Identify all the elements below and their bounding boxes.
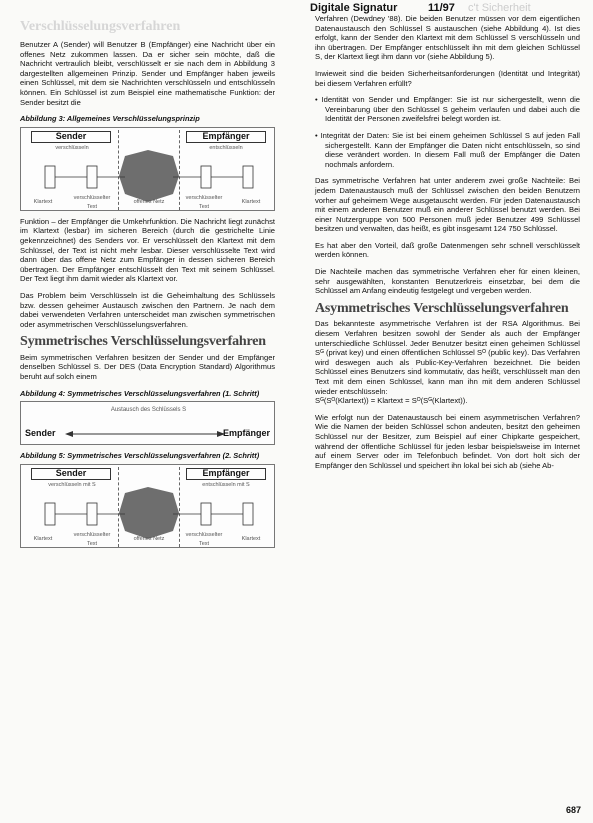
paragraph-r4: Es hat aber den Vorteil, daß große Datenmengen sehr schnell verschlüsselt werden können. <box>315 240 580 260</box>
figure3-sender: Sender <box>31 131 111 143</box>
paragraph-r5: Die Nachteile machen das symmetrische Verfahren eher für einen kleinen, sehr ausgewählten, konstanten Benutzerkreis einsetzbar, bei dem die Schlüssel am Anfang eindeutig festgelegt und vergeben werden. <box>315 267 580 296</box>
right-column <box>315 14 580 477</box>
figure3-cipher1: verschlüsselter Text <box>73 194 111 211</box>
paragraph-4: Beim symmetrischen Verfahren besitzen der Sender und der Empfänger denselben Schlüssel S. Der DES (Data Encryption Standard) Algorithmus beruht auf solch einem <box>20 352 275 382</box>
list-item-identity: • Identität von Sender und Empfänger: Sie ist nur sichergestellt, wenn die Vereinbarung über den Schlüssel S geheim verlaufen und dabei auch die Identität der Personen zweifelsfrei belegt worden ist. <box>315 95 580 124</box>
figure5-cipher2: verschlüsselter Text <box>185 531 223 548</box>
paragraph-3: Das Problem beim Verschlüsseln ist die Geheimhaltung des Schlüssels bzw. dessen geheimer Austausch zwischen den Partnern. Je nach dem dabei verwendeten Verfahren unterscheidet man zwischen symmetrischen oder asymmetrischen Verschlüsselungsverfahren. <box>20 290 275 329</box>
figure3-caption: Abbildung 3: Allgemeines Verschlüsselungsprinzip <box>20 114 200 124</box>
figure5-diagram <box>20 464 275 548</box>
paragraph-r2: Inwieweit sind die beiden Sicherheitsanforderungen (Identität und Integrität) bei diesem Verfahren erfüllt? <box>315 68 580 88</box>
figure5-sender: Sender <box>31 468 111 480</box>
figure4-arrow <box>21 402 276 446</box>
faded-header-logo: c't Sicherheit <box>468 2 531 14</box>
figure4-caption: Abbildung 4: Symmetrisches Verschlüsselungsverfahren (1. Schritt) <box>20 388 260 398</box>
figure3-clear2: Klartext <box>241 198 261 205</box>
magazine-title: Digitale Signatur <box>310 2 398 14</box>
figure5-open-net: offenes Netz <box>133 535 165 542</box>
figure3-clear1: Klartext <box>33 198 53 205</box>
figure3-open-net: offenes Netz <box>133 198 165 205</box>
figure5-cipher1: verschlüsselter Text <box>73 531 111 548</box>
figure5-decrypt-label: entschlüsseln mit S <box>202 481 250 488</box>
figure3-diagram <box>20 127 275 211</box>
figure3-decrypt-label: entschlüsseln <box>209 144 243 151</box>
paragraph-intro: Benutzer A (Sender) will Benutzer B (Empfänger) eine Nachricht über ein offenes Netz zukommen lassen. Da er sicher sein möchte, daß die Nachricht vertraulich bleibt, verschlüsselt er sie nach dem in Abbildung 3 dargestellten allgemeinen Prinzip. Sender und Empfänger haben jeweils einen Schlüssel, mit dem sie Nachrichten verschlüsseln und entschlüsseln können. Ein Schlüssel ist zum Beispiel eine mathematische Funktion: der Sender besitzt die <box>20 40 275 107</box>
figure5-receiver: Empfänger <box>186 468 266 480</box>
issue-number: 11/97 <box>428 2 455 14</box>
figure3-encrypt-label: verschlüsseln <box>55 144 89 151</box>
figure4-receiver: Empfänger <box>222 428 270 439</box>
section-heading-symmetric: Symmetrisches Verschlüsselungsverfahren <box>20 334 266 350</box>
paragraph-r1: Verfahren (Dewdney '88). Die beiden Benutzer müssen vor dem eigentlichen Datenaustausch den Schlüssel S austauschen (siehe Abbildung 4). Ist dies erfolgt, kann der Sender den Klartext mit dem Schlüssel S verschlüsseln und ihn übertragen. Der Empfänger entschlüsselt ihn mit dem gleichen Schlüssel S, der Klartext liegt ihm dann vor (siehe Abbildung 5). <box>315 14 580 62</box>
figure4-exchange-label: Austausch des Schlüssels S <box>110 407 187 414</box>
paragraph-r6: Das bekannteste asymmetrische Verfahren ist der RSA Algorithmus. Bei diesem Verfahren besitzen sowohl der Sender als auch der Empfänger unterschiedliche Schlüssel. Jeder Benutzer besitzt einen geheimen Schlüssel Sᴳ (privat key) und einen öffentlichen Schlüssel Sᴼ (public key). Das Verfahren wird deswegen auch als Public-Key-Verfahren bezeichnet. Die beiden Schlüssel eines Benutzers sind kommutativ, das heißt, verschlüsselt man den Text mit dem einen Schlüssel, kann man ihn mit dem anderen Schlüssel wieder entschlüsseln: <box>315 319 580 396</box>
figure3-receiver: Empfänger <box>186 131 266 143</box>
page-number: 687 <box>565 805 581 815</box>
figure5-caption: Abbildung 5: Symmetrisches Verschlüsselungsverfahren (2. Schritt) <box>20 451 260 461</box>
figure4-diagram <box>20 401 275 445</box>
section-heading-faint: Verschlüsselungsverfahren <box>20 19 181 34</box>
left-column <box>20 19 275 554</box>
paragraph-2: Funktion – der Empfänger die Umkehrfunktion. Die Nachricht liegt zunächst im Klartext (lesbar) im sicheren Bereich (durch die gestrichelte Linie gekennzeichnet) des Senders vor. Er verschlüsselt den Klartext mit dem Schlüssel, der Text ist nicht mehr lesbar. Dieser verschlüsselte Text wird dann über das offene Netz zum Empfänger in dessen sicheren Bereich übertragen. Der Empfänger entschlüsselt den Text mit seinem Schlüssel. Der Text liegt ihm damit wieder als Klartext vor. <box>20 216 275 284</box>
figure5-clear1: Klartext <box>33 535 53 542</box>
paragraph-r7: Wie erfolgt nun der Datenaustausch bei einem asymmetrischen Verfahren? Wie die Namen der beiden Schlüssel schon andeuten, besitzt den geheimen Schlüssel nur der Besitzer, zum Beispiel auf einer Chipkarte gespeichert, während der öffentliche Schlüssel für jeden lesbar beispielsweise im Internet auf einem Server oder im Telefonbuch befindet. Von dort holt sich der Empfänger den Schlüssel und speichert ihn lokal bei sich ab (siehe Ab- <box>315 412 580 470</box>
figure4-sender: Sender <box>25 428 56 439</box>
figure5-encrypt-label: verschlüsseln mit S <box>48 481 96 488</box>
figure3-cipher2: verschlüsselter Text <box>185 194 223 211</box>
section-heading-asymmetric: Asymmetrisches Verschlüsselungsverfahren <box>315 300 569 316</box>
paragraph-r3: Das symmetrische Verfahren hat unter anderem zwei große Nachteile: Bei jedem Datenaustausch muß der Schlüssel zwischen den beiden Benutzern vorher auf geheimem Wege ausgetauscht werden. Für jeden Datenaustausch mit einem anderen Benutzer muß ein anderer Schlüssel benutzt werden. Bei einer Nutzergruppe von 500 Personen muß jeder Benutzer 499 Schlüssel besitzen und verwalten, das heißt, es gibt insgesamt 124 750 Schlüssel. <box>315 176 580 234</box>
list-item-integrity: • Integrität der Daten: Sie ist bei einem geheimen Schlüssel S auf jeden Fall sichergestellt. Kann der Empfänger die Daten nicht entschlüsseln, so sind diese verändert worden. In diesem Fall muß der Empfänger die Daten nochmals anfordern. <box>315 130 580 169</box>
formula: Sᴳ(Sᴼ(Klartext)) = Klartext = Sᴼ(Sᴳ(Klartext)). <box>315 396 468 406</box>
figure5-clear2: Klartext <box>241 535 261 542</box>
